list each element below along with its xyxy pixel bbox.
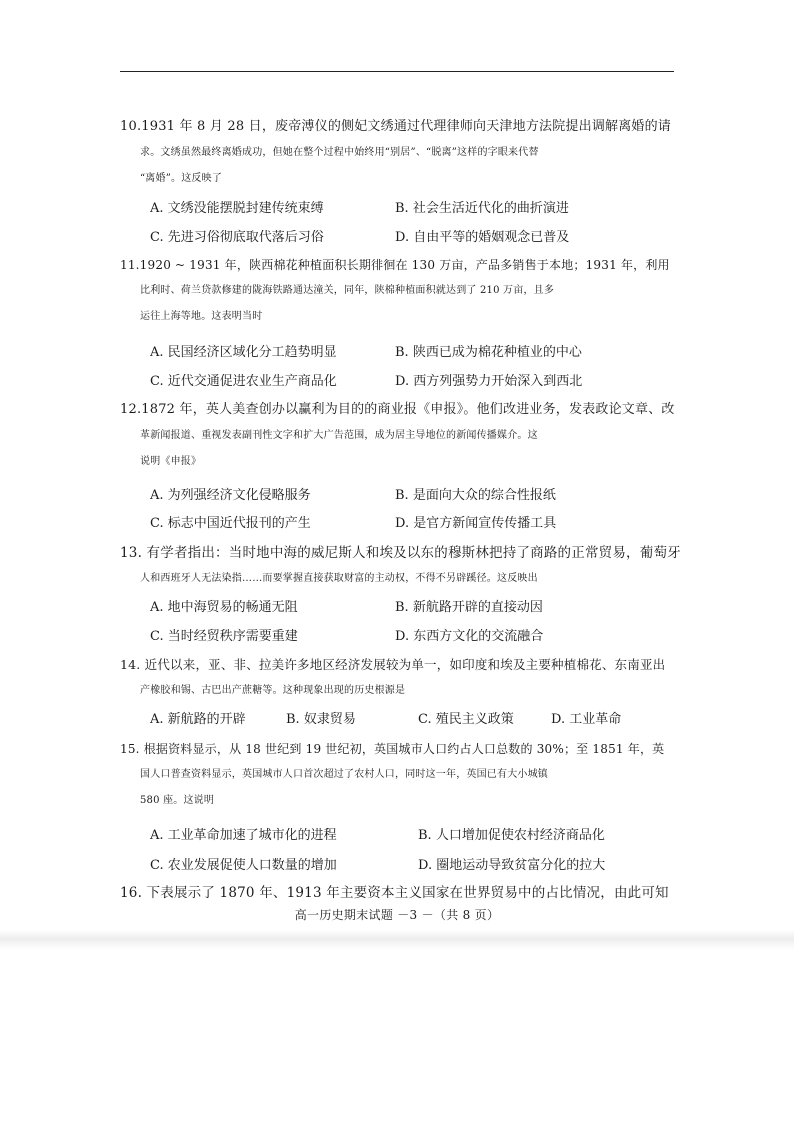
question-10 bbox=[120, 114, 680, 192]
question-15-option-b: B. 人口增加促使农村经济商品化 bbox=[418, 828, 605, 843]
question-14-option-b: B. 奴隶贸易 bbox=[286, 712, 356, 727]
question-14-option-a: A. 新航路的开辟 bbox=[150, 712, 246, 727]
question-14-option-c: C. 殖民主义政策 bbox=[418, 712, 514, 727]
question-15 bbox=[120, 736, 680, 814]
question-11-option-b: B. 陕西已成为棉花种植业的中心 bbox=[395, 345, 582, 360]
question-12-option-d: D. 是官方新闻宣传传播工具 bbox=[395, 516, 557, 531]
question-11-option-c: C. 近代交通促进农业生产商品化 bbox=[150, 374, 337, 389]
question-10-line-3: “离婚”。这反映了 bbox=[140, 173, 223, 184]
question-12-option-b: B. 是面向大众的综合性报纸 bbox=[395, 488, 556, 503]
question-11 bbox=[120, 252, 680, 330]
question-15-line-1: 15. 根据资料显示，从 18 世纪到 19 世纪初，英国城市人口约占人口总数的 30%；至 1851 年，英 bbox=[120, 742, 665, 756]
question-13 bbox=[120, 540, 680, 592]
question-13-option-a: A. 地中海贸易的畅通无阻 bbox=[150, 600, 298, 615]
question-12-line-2: 革新闻报道、重视发表副刊性文字和扩大广告范围，成为居主导地位的新闻传播媒介。这 bbox=[140, 430, 538, 441]
question-11-line-1: 11.1920 ~ 1931 年，陕西棉花种植面积长期徘徊在 130 万亩，产品多销售于本地；1931 年，利用 bbox=[120, 258, 670, 272]
question-10-line-1: 10.1931 年 8 月 28 日，废帝溥仪的侧妃文绣通过代理律师向天津地方法院提出调解离婚的请 bbox=[120, 119, 672, 134]
question-16-line-1: 16. 下表展示了 1870 年、1913 年主要资本主义国家在世界贸易中的占比情况，由此可知 bbox=[120, 885, 669, 901]
question-13-option-b: B. 新航路开辟的直接动因 bbox=[395, 600, 543, 615]
question-14-line-2: 产橡胶和锡、古巴出产蔗糖等。这种现象出现的历史根源是 bbox=[140, 685, 406, 696]
question-12-line-1: 12.1872 年，英人美查创办以赢利为目的的商业报《申报》。他们改进业务，发表政论文章、改 bbox=[120, 402, 675, 417]
question-12-option-a: A. 为列强经济文化侵略服务 bbox=[150, 488, 311, 503]
question-10-option-c: C. 先进习俗彻底取代落后习俗 bbox=[150, 230, 324, 245]
question-10-option-d: D. 自由平等的婚姻观念已普及 bbox=[395, 230, 570, 245]
question-11-option-a: A. 民国经济区域化分工趋势明显 bbox=[150, 345, 337, 360]
question-14 bbox=[120, 652, 680, 704]
question-12 bbox=[120, 397, 680, 475]
header-rule bbox=[120, 71, 674, 72]
question-15-line-2: 国人口普查资料显示，英国城市人口首次超过了农村人口，同时这一年，英国已有大小城镇 bbox=[140, 769, 548, 780]
question-15-option-c: C. 农业发展促使人口数量的增加 bbox=[150, 858, 337, 873]
scan-shadow bbox=[0, 930, 794, 950]
question-13-line-1: 13. 有学者指出：当时地中海的威尼斯人和埃及以东的穆斯林把持了商路的正常贸易，葡萄牙 bbox=[120, 545, 681, 561]
question-10-option-a: A. 文绣没能摆脱封建传统束缚 bbox=[150, 201, 324, 216]
question-16 bbox=[120, 880, 680, 906]
question-15-option-a: A. 工业革命加速了城市化的进程 bbox=[150, 828, 337, 843]
question-13-option-d: D. 东西方文化的交流融合 bbox=[395, 629, 544, 644]
question-12-option-c: C. 标志中国近代报刊的产生 bbox=[150, 516, 311, 531]
question-10-line-2: 求。文绣虽然最终离婚成功，但她在整个过程中始终用“别居”、“脱离”这样的字眼来代替 bbox=[140, 147, 539, 158]
question-11-line-2: 比利时、荷兰贷款修建的陇海铁路通达潼关，同年，陕棉种植面积就达到了 210 万亩，且多 bbox=[140, 285, 555, 296]
question-15-line-3: 580 座。这说明 bbox=[140, 795, 215, 806]
question-10-option-b: B. 社会生活近代化的曲折演进 bbox=[395, 201, 569, 216]
question-11-line-3: 运往上海等地。这表明当时 bbox=[140, 311, 263, 322]
question-14-option-d: D. 工业革命 bbox=[551, 712, 622, 727]
page-footer: 高一历史期末试题 －3 －（共 8 页） bbox=[294, 908, 500, 922]
question-15-option-d: D. 圈地运动导致贫富分化的拉大 bbox=[418, 858, 606, 873]
question-13-line-2: 人和西班牙人无法染指……而要掌握直接获取财富的主动权，不得不另辟蹊径。这反映出 bbox=[140, 573, 538, 584]
question-11-option-d: D. 西方列强势力开始深入到西北 bbox=[395, 374, 583, 389]
question-13-option-c: C. 当时经贸秩序需要重建 bbox=[150, 629, 298, 644]
question-14-line-1: 14. 近代以来，亚、非、拉美许多地区经济发展较为单一，如印度和埃及主要种植棉花、东南亚出 bbox=[120, 657, 666, 672]
question-12-line-3: 说明《申报》 bbox=[140, 456, 202, 467]
